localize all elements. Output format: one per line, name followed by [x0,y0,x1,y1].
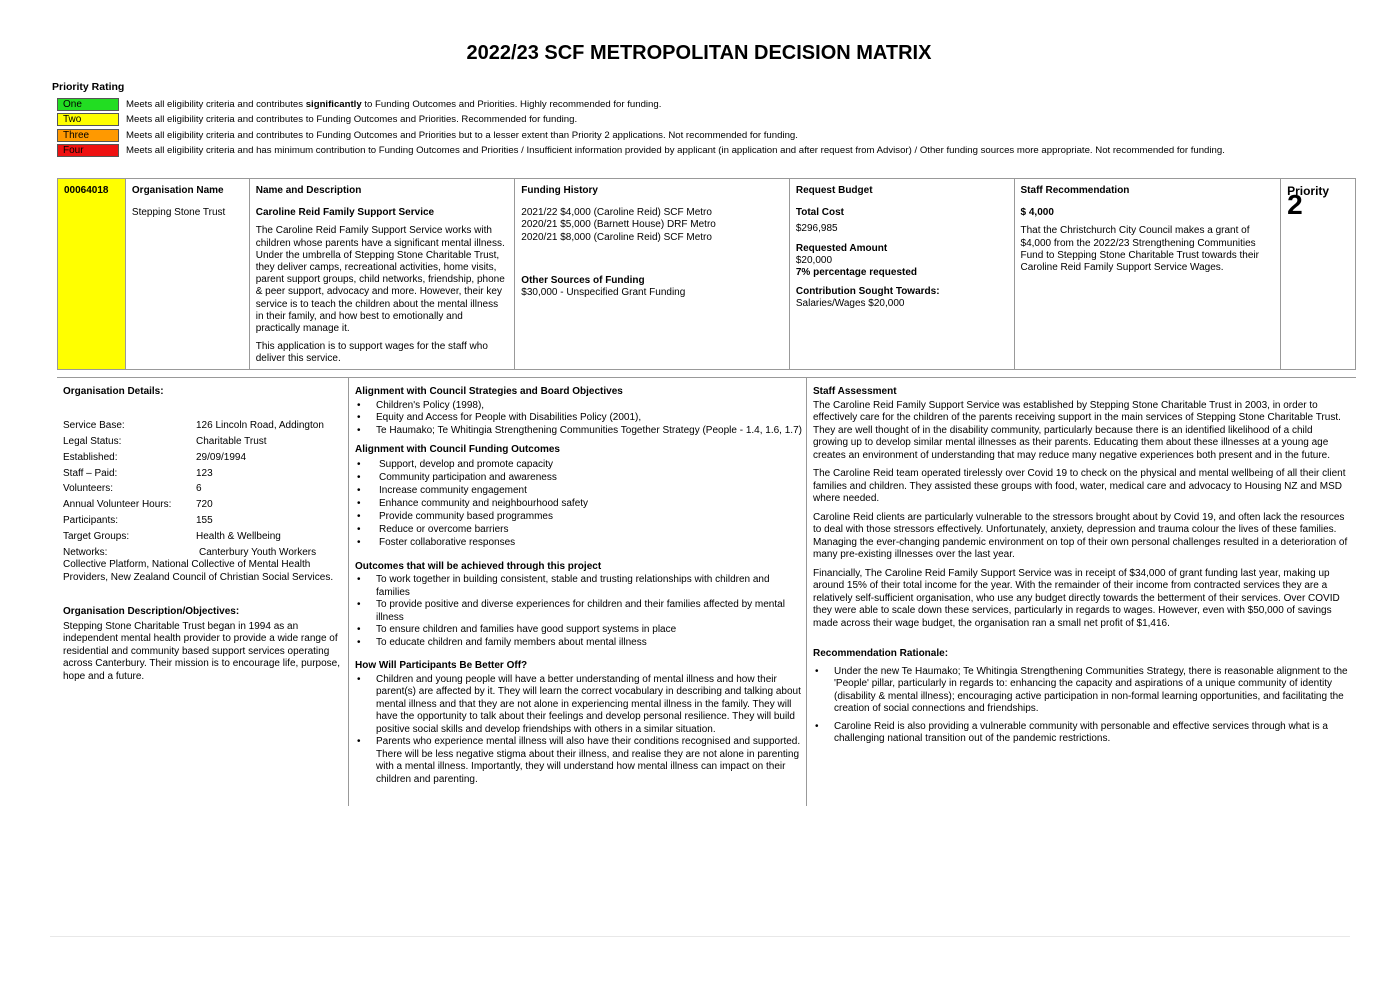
better-off-heading: How Will Participants Be Better Off? [355,660,528,671]
staff-recommendation-header: Staff Recommendation [1020,185,1130,196]
networks [63,547,340,585]
list-item: • Reduce or overcome barriers [355,523,802,536]
outcomes-achieved-heading: Outcomes that will be achieved through this project [355,560,602,572]
funding-history-item: 2021/22 $4,000 (Caroline Reid) SCF Metro [521,207,712,219]
organisation-details-panel [57,378,348,806]
list-item: • Increase community engagement [355,484,802,497]
networks-first: Canterbury Youth Workers [199,546,317,558]
assessment-paragraph: Caroline Reid clients are particularly vulnerable to the stressors brought about by Covid 19, and often lack the resources to deal with those stressors effectively. Unfortunately, anxiety, depression and trauma colour the lives of these families. Managing the ever-changing pandemic environment on top of their own personal challenges resulted in a deterioration of many pre-existing illnesses over the last year. [813,511,1348,560]
legend-row-three [57,128,1225,143]
priority-legend [57,97,1225,158]
list-item: • To work together in building consistent, stable and trusting relationships with children and families [355,574,802,599]
application-id-cell [58,179,126,369]
org-detail-value: 29/09/1994 [196,451,247,463]
list-item: • Support, develop and promote capacity [355,458,802,471]
priority-header: Priority [1287,184,1330,198]
org-description-heading: Organisation Description/Objectives: [63,606,240,618]
staff-recommendation-cell [1015,179,1282,369]
org-detail-row [63,513,340,529]
list-item: • Foster collaborative responses [355,536,802,549]
org-detail-value: Charitable Trust [196,435,267,447]
org-detail-key: Staff – Paid: [63,467,118,479]
priority-cell [1281,179,1355,369]
footer-divider [50,936,1350,937]
list-item: • Children's Policy (1998), [355,400,802,413]
list-item: • Caroline Reid is also providing a vulnerable community with personable and effective services through what is a challenging national transition out of the pandemic restrictions. [813,721,1350,746]
project-description: The Caroline Reid Family Support Service works with children whose parents have a significant mental illness. Under the umbrella of Stepping Stone Charitable Trust, they deliver camps, recreational activities, home visits, parent support groups, child networks, friendship, phone & peer support, advocacy and more. However, their key service is to teach the children about the mental illness in their family, and how best to emotionally and practically manage it. [255,225,505,335]
networks-label: Networks: [63,546,108,558]
list-item: • Under the new Te Haumako; Te Whitingia Strengthening Communities Strategy, there is reasonable alignment to the 'People' pillar, particularly in regards to: enhancing the capacity and aspirations of a unique community of identity (disability & mental illness); encouraging active participation in non-formal learning opportunities, and facilitating the creation of social connections and friendships. [813,666,1350,716]
org-detail-key: Established: [63,451,118,463]
priority-two-text: Meets all eligibility criteria and contributes to Funding Outcomes and Priorities. Recommended for funding. [126,114,578,126]
rationale-heading: Recommendation Rationale: [813,648,949,659]
org-detail-row [63,529,340,545]
assessment-paragraph: The Caroline Reid Family Support Service was established by Stepping Stone Charitable Trust in 2003, in order to effectively care for the children of the parents receiving support in the main services of Stepping Stone Charitable Trust. They are well thought of in the disability community, particularly because there is an identified likelihood of a child growing up to develop similar mental illnesses as their parents. Educating them about these illnesses at a young age creates an environment of understanding that may reduce many negative experiences both present and in the future. [813,399,1341,461]
funding-outcomes-heading: Alignment with Council Funding Outcomes [355,444,560,455]
request-budget-header: Request Budget [795,185,873,196]
funding-outcomes-list [355,458,802,549]
project-purpose: This application is to support wages for the staff who deliver this service. [255,341,488,365]
legend-row-one [57,97,1225,112]
organisation-cell [126,179,250,369]
name-description-header: Name and Description [255,185,362,196]
priority-one-text-bold: significantly [305,99,362,111]
priority-four-text: Meets all eligibility criteria and has minimum contribution to Funding Outcomes and Priorities / Insufficient information provided by applicant (in application and after request from Advisor) / Other funding sources more appropriate. Not recommended for funding. [126,145,1225,157]
org-detail-key: Volunteers: [63,483,114,495]
funding-history-cell [515,179,790,369]
assessment-paragraph: The Caroline Reid team operated tirelessly over Covid 19 to check on the physical and mental wellbeing of all their client families and children. They assisted these groups with food, water, medical care and advocacy to Housing NZ and MSD where needed. [813,468,1346,504]
staff-recommendation-text: That the Christchurch City Council makes a grant of $4,000 from the 2022/23 Strengthening Communities Fund to Stepping Stone Charitable Trust towards their Caroline Reid Family Support Service Wages. [1020,225,1259,274]
priority-two-swatch: Two [57,113,119,126]
list-item: • Equity and Access for People with Disabilities Policy (2001), [355,412,802,425]
org-detail-row [63,434,340,450]
list-item: • To educate children and family members about mental illness [355,637,802,650]
legend-row-two [57,112,1225,127]
funding-history-item: 2020/21 $8,000 (Caroline Reid) SCF Metro [521,231,712,243]
list-item: • To provide positive and diverse experiences for children and their families affected by mental illness [355,599,802,624]
contribution-label: Contribution Sought Towards: [795,286,940,298]
other-sources-header: Other Sources of Funding [521,274,645,286]
rationale-list [813,666,1350,746]
org-detail-row [63,466,340,482]
org-detail-row [63,482,340,498]
total-cost: $296,985 [795,223,838,235]
org-detail-key: Annual Volunteer Hours: [63,499,172,511]
org-detail-value: 6 [196,483,202,495]
priority-three-swatch: Three [57,129,119,142]
priority-one-text-pre: Meets all eligibility criteria and contributes [126,99,306,111]
org-detail-value: 720 [196,499,213,511]
page-title: 2022/23 SCF METROPOLITAN DECISION MATRIX [466,42,932,64]
funding-history-item: 2020/21 $5,000 (Barnett House) DRF Metro [521,219,716,231]
org-name: Stepping Stone Trust [131,207,226,219]
application-id: 00064018 [64,185,109,196]
contribution: Salaries/Wages $20,000 [795,298,905,310]
org-detail-value: Health & Wellbeing [196,530,281,542]
networks-rest: Collective Platform, National Collective of Mental Health Providers, New Zealand Council of Christian Social Services. [63,559,334,583]
priority-one-text [126,99,661,110]
org-detail-value: 155 [196,514,213,526]
org-detail-key: Service Base: [63,420,125,432]
staff-assessment-heading: Staff Assessment [813,386,897,397]
better-off-list [355,674,802,787]
priority-value: 2 [1287,189,1303,221]
total-cost-label: Total Cost [795,207,845,219]
staff-recommendation-amount: $ 4,000 [1020,207,1054,219]
strategies-list [355,400,802,438]
details-section [57,377,1356,806]
org-detail-row [63,450,340,466]
list-item: • Parents who experience mental illness will also have their conditions recognised and supported. There will be less negative stigma about their illness, and realise they are not alone in parenting with a mental illness. Importantly, they will understand how mental illness can impact on their children and parenting. [355,736,802,786]
alignment-panel [348,378,806,806]
list-item: • Enhance community and neighbourhood safety [355,497,802,510]
decision-matrix-row [57,178,1356,370]
other-sources: $30,000 - Unspecified Grant Funding [521,287,686,299]
priority-one-text-post: to Funding Outcomes and Priorities. Highly recommended for funding. [361,99,662,111]
staff-assessment-panel [806,378,1356,806]
priority-four-swatch: Four [57,144,119,157]
org-name-header: Organisation Name [131,185,224,196]
name-description-cell [250,179,516,369]
org-detail-key: Legal Status: [63,435,122,447]
org-detail-value: 126 Lincoln Road, Addington [196,420,324,432]
priority-three-text: Meets all eligibility criteria and contributes to Funding Outcomes and Priorities but to a lesser extent than Priority 2 applications. Not recommended for funding. [126,129,798,141]
list-item: • Community participation and awareness [355,471,802,484]
org-detail-key: Target Groups: [63,530,130,542]
requested-amount-label: Requested Amount [795,242,888,254]
org-description: Stepping Stone Charitable Trust began in 1994 as an independent mental health provider to provide a wide range of residential and community based support services operating across Canterbury. Their mission is to encourage life, purpose, hope and a future. [63,620,340,682]
list-item: • Provide community based programmes [355,510,802,523]
list-item: • Children and young people will have a better understanding of mental illness and how their parent(s) are affected by it. They will learn the correct vocabulary in describing and talking about mental illness and that they are not alone in experiencing mental illness in the family. They will have the opportunity to talk about their feelings and develop personal resilience. They will build positive social skills and develop friendships with others in a similar situation. [355,674,802,737]
priority-one-swatch: One [57,98,119,111]
assessment-paragraph: Financially, The Caroline Reid Family Support Service was in receipt of $34,000 of grant funding last year, making up around 15% of their total income for the year. With the remainder of their income from contracted services they are a relatively self-sufficient organisation, who use any budget directly towards the betterment of their services. Over COVID they were able to scale down these services, particularly in regards to wages. However, even with $50,000 of savings made across their wage budget, the organisation ran a small net profit of $1,416. [813,567,1340,629]
org-detail-value: 123 [196,467,213,479]
legend-row-four [57,143,1225,158]
project-name: Caroline Reid Family Support Service [255,207,435,219]
percentage-requested: 7% percentage requested [795,267,918,279]
org-detail-row [63,419,340,435]
priority-rating-heading: Priority Rating [52,81,125,93]
requested-amount: $20,000 [795,254,833,266]
org-detail-key: Participants: [63,514,119,526]
strategies-heading: Alignment with Council Strategies and Board Objectives [355,386,623,397]
list-item: • To ensure children and families have good support systems in place [355,624,802,637]
funding-history-header: Funding History [521,185,598,196]
request-budget-cell [790,179,1015,369]
org-detail-row [63,497,340,513]
list-item: • Te Haumako; Te Whitingia Strengthening Communities Together Strategy (People - 1.4, 1.6, 1.7) [355,425,802,438]
org-details-heading: Organisation Details: [63,386,164,397]
outcomes-achieved-list [355,574,802,649]
